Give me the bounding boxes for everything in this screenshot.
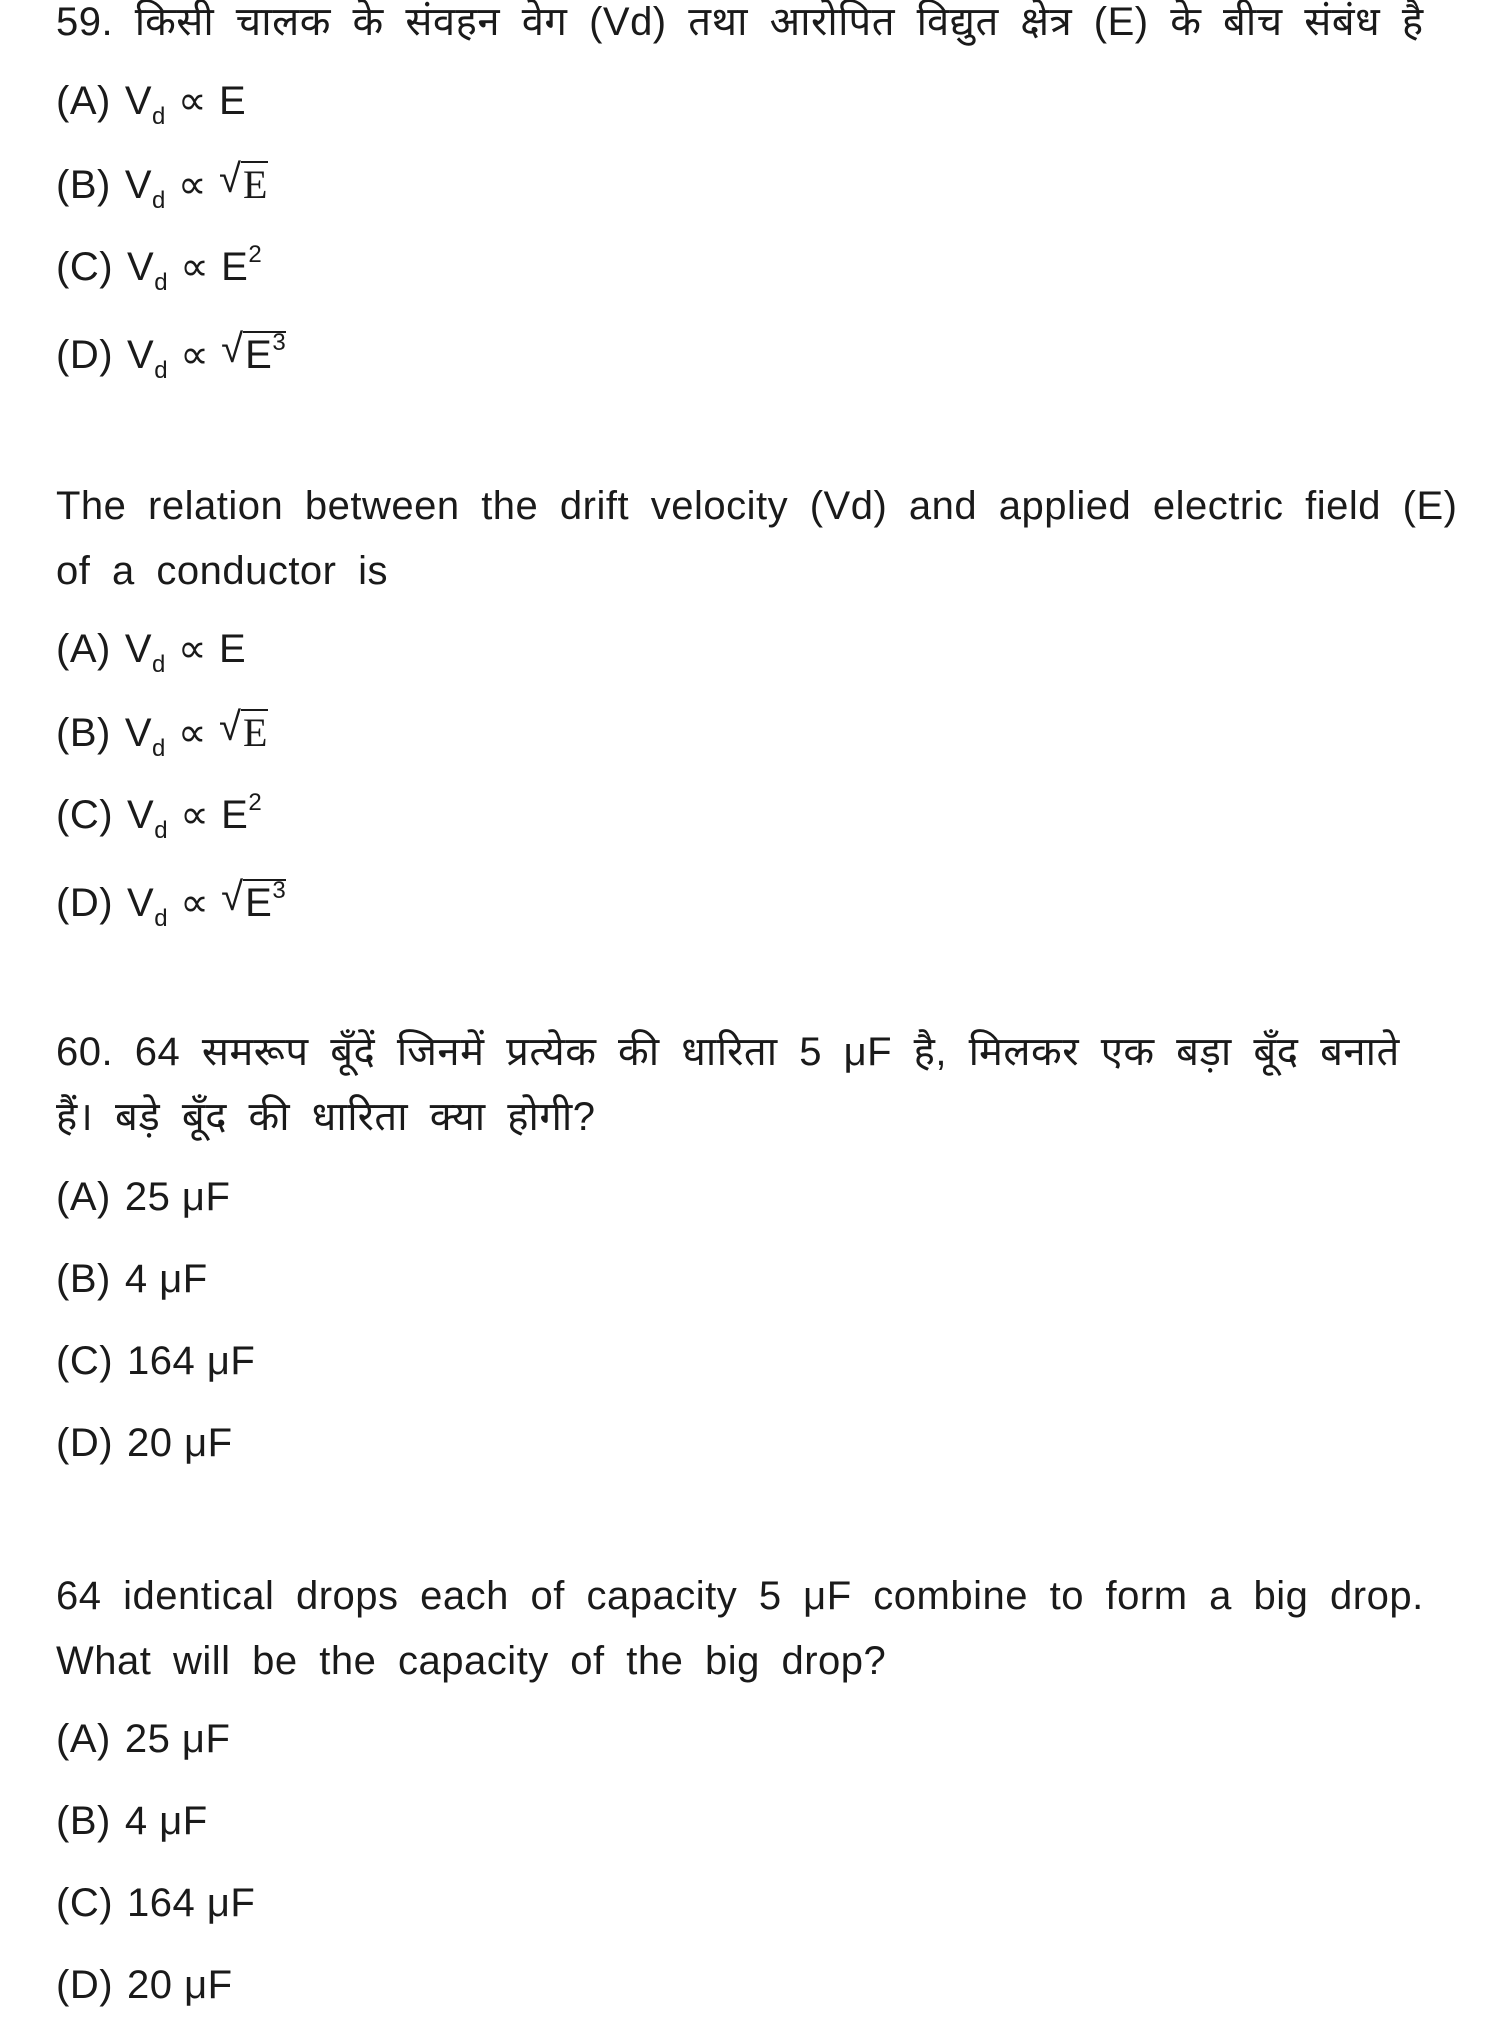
option-label: (D) bbox=[56, 1421, 114, 1465]
option-value: 25 μF bbox=[124, 1717, 231, 1761]
option-expression: $V_d \propto E^2$ bbox=[127, 789, 263, 844]
question-60-english-line-1: 64 identical drops each of capacity 5 μF combine to form a big drop. bbox=[56, 1574, 1424, 1618]
option-value: 20 μF bbox=[127, 1421, 233, 1465]
q59-hindi-option-b[interactable] bbox=[56, 157, 268, 216]
question-60-english-line-2: What will be the capacity of the big drop? bbox=[56, 1639, 887, 1683]
option-expression: $V_d \propto E$ bbox=[124, 627, 247, 678]
option-expression: $V_d$ ∝ √ E bbox=[124, 705, 268, 762]
q59-hindi-option-a[interactable] bbox=[56, 76, 246, 132]
option-value: 164 μF bbox=[127, 1881, 256, 1925]
option-label: (B) bbox=[56, 163, 111, 207]
option-label: (D) bbox=[56, 333, 114, 377]
option-value: 164 μF bbox=[127, 1339, 256, 1383]
q60-hindi-option-b[interactable] bbox=[56, 1254, 208, 1304]
option-label: (C) bbox=[56, 1881, 114, 1925]
option-value: 4 μF bbox=[124, 1799, 208, 1843]
question-59-english-line-2: of a conductor is bbox=[56, 549, 388, 593]
q60-english-option-b[interactable] bbox=[56, 1796, 208, 1846]
option-expression: $V_d$ ∝ √ E bbox=[124, 157, 268, 214]
option-label: (A) bbox=[56, 627, 111, 671]
option-expression: $V_d$ ∝ √ $E^3$ bbox=[127, 327, 287, 384]
question-59-english bbox=[56, 474, 1456, 604]
option-label: (D) bbox=[56, 881, 114, 925]
question-60-english bbox=[56, 1564, 1456, 1694]
question-59-hindi-line: 59. किसी चालक के संवहन वेग (Vd) तथा आरोपित विद्युत क्षेत्र (E) के बीच संबंध है bbox=[56, 0, 1424, 44]
q60-hindi-option-c[interactable] bbox=[56, 1336, 255, 1386]
option-label: (A) bbox=[56, 79, 111, 123]
option-label: (B) bbox=[56, 711, 111, 755]
option-label: (C) bbox=[56, 793, 114, 837]
q60-english-option-c[interactable] bbox=[56, 1878, 255, 1928]
q60-english-option-a[interactable] bbox=[56, 1714, 230, 1764]
question-60-hindi-line-2: हैं। बड़े बूँद की धारिता क्या होगी? bbox=[56, 1095, 596, 1139]
q59-hindi-option-c[interactable] bbox=[56, 242, 262, 298]
q59-english-option-d[interactable] bbox=[56, 875, 287, 934]
q59-hindi-option-d[interactable] bbox=[56, 327, 287, 386]
option-expression: $V_d \propto E^2$ bbox=[127, 241, 263, 296]
q60-english-option-d[interactable] bbox=[56, 1960, 233, 2010]
option-value: 20 μF bbox=[127, 1963, 233, 2007]
option-label: (B) bbox=[56, 1257, 111, 1301]
q59-english-option-c[interactable] bbox=[56, 790, 262, 846]
question-59-english-line-1: The relation between the drift velocity (Vd) and applied electric field (E) bbox=[56, 484, 1458, 528]
question-60-hindi-line-1: 60. 64 समरूप बूँदें जिनमें प्रत्येक की धारिता 5 μF है, मिलकर एक बड़ा बूँद बनाते bbox=[56, 1030, 1400, 1074]
option-label: (B) bbox=[56, 1799, 111, 1843]
option-label: (C) bbox=[56, 245, 114, 289]
option-label: (A) bbox=[56, 1175, 111, 1219]
q60-hindi-option-d[interactable] bbox=[56, 1418, 233, 1468]
question-59-hindi bbox=[56, 0, 1456, 55]
option-expression: $V_d \propto E$ bbox=[124, 79, 247, 130]
option-label: (C) bbox=[56, 1339, 114, 1383]
option-label: (D) bbox=[56, 1963, 114, 2007]
option-expression: $V_d$ ∝ √ $E^3$ bbox=[127, 875, 287, 932]
option-label: (A) bbox=[56, 1717, 111, 1761]
question-60-hindi bbox=[56, 1020, 1456, 1150]
option-value: 4 μF bbox=[124, 1257, 208, 1301]
q60-hindi-option-a[interactable] bbox=[56, 1172, 230, 1222]
option-value: 25 μF bbox=[124, 1175, 231, 1219]
q59-english-option-a[interactable] bbox=[56, 624, 246, 680]
q59-english-option-b[interactable] bbox=[56, 705, 268, 764]
